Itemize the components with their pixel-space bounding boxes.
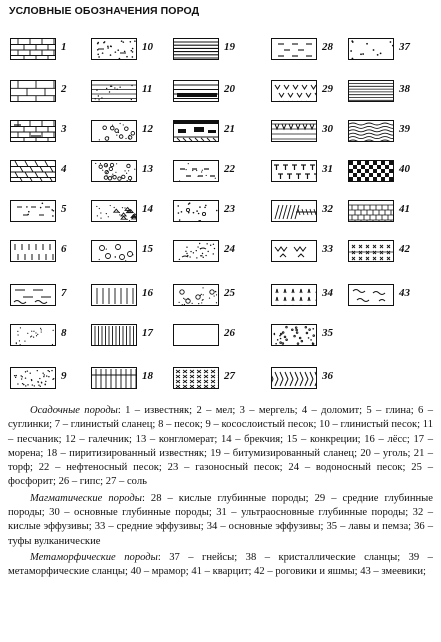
pattern-swatch <box>271 38 317 60</box>
symbol-number: 40 <box>399 163 410 175</box>
legend-title: УСЛОВНЫЕ ОБОЗНАЧЕНИЯ ПОРОД <box>9 5 200 17</box>
symbol-number: 21 <box>224 123 235 135</box>
symbol-number: 9 <box>61 370 67 382</box>
pattern-swatch <box>271 160 317 182</box>
magmatic-list: : 28 – кислые глубинные породы; 29 – средние глубинные породы; 30 – основные глубинные породы; 31 – ультраосновные глубинные породы; 32 – кислые эффузивы; 33 – средние эффузивы; 34 – основные эффузивы; 35 – лавы и пемза; 36 – туфы вулканические <box>8 492 433 547</box>
pattern-swatch <box>10 80 56 102</box>
pattern-swatch <box>348 80 394 102</box>
symbol-number: 12 <box>142 123 153 135</box>
symbol-number: 20 <box>224 83 235 95</box>
symbol-number: 25 <box>224 287 235 299</box>
symbol-number: 29 <box>322 83 333 95</box>
symbol-number: 43 <box>399 287 410 299</box>
symbol-number: 7 <box>61 287 67 299</box>
symbol-number: 31 <box>322 163 333 175</box>
symbol-number: 38 <box>399 83 410 95</box>
pattern-swatch <box>10 240 56 262</box>
pattern-swatch <box>271 200 317 222</box>
pattern-swatch <box>348 200 394 222</box>
pattern-swatch <box>91 80 137 102</box>
symbol-number: 16 <box>142 287 153 299</box>
sedimentary-list: : 1 – известняк; 2 – мел; 3 – мергель; 4 – доломит; 5 – глина; 6 – суглинки; 7 – глинистый сланец; 8 – песок; 9 – косослоистый песок; 10 – глинистый песок; 11 – песчаник; 12 – галечник; 13 – конгломерат; 14 – брекчия; 15 – конкреции; 16 – лёсс; 17 – морена; 18 – пиритизированный известняк; 19 – битумизированный сланец; 20 – уголь; 21 – торф; 22 – нефтеносный песок; 23 – газоносный песок; 24 – водоносный песок; 25 – фосфорит; 26 – гипс; 27 – соль <box>8 405 433 488</box>
symbol-number: 13 <box>142 163 153 175</box>
symbol-number: 1 <box>61 41 67 53</box>
pattern-swatch <box>348 240 394 262</box>
pattern-swatch <box>10 160 56 182</box>
symbol-number: 14 <box>142 203 153 215</box>
symbol-number: 15 <box>142 243 153 255</box>
pattern-swatch <box>173 120 219 142</box>
pattern-swatch <box>271 324 317 346</box>
symbol-number: 24 <box>224 243 235 255</box>
pattern-swatch <box>10 200 56 222</box>
legend-text <box>8 404 433 582</box>
pattern-swatch <box>348 160 394 182</box>
pattern-swatch <box>173 160 219 182</box>
pattern-swatch <box>271 80 317 102</box>
pattern-swatch <box>173 200 219 222</box>
pattern-swatch <box>10 367 56 389</box>
symbol-number: 39 <box>399 123 410 135</box>
pattern-swatch <box>271 240 317 262</box>
symbol-number: 32 <box>322 203 333 215</box>
pattern-swatch <box>91 240 137 262</box>
symbol-number: 10 <box>142 41 153 53</box>
symbol-number: 18 <box>142 370 153 382</box>
symbol-number: 8 <box>61 327 67 339</box>
pattern-swatch <box>91 120 137 142</box>
symbol-number: 22 <box>224 163 235 175</box>
pattern-swatch <box>348 38 394 60</box>
metamorphic-heading: Метаморфические породы <box>30 551 158 563</box>
symbol-number: 23 <box>224 203 235 215</box>
symbol-number: 28 <box>322 41 333 53</box>
pattern-swatch <box>348 284 394 306</box>
pattern-swatch <box>10 324 56 346</box>
symbol-number: 17 <box>142 327 153 339</box>
symbol-number: 42 <box>399 243 410 255</box>
pattern-swatch <box>173 284 219 306</box>
symbol-number: 27 <box>224 370 235 382</box>
pattern-swatch <box>271 367 317 389</box>
pattern-swatch <box>173 38 219 60</box>
pattern-swatch <box>10 284 56 306</box>
symbol-number: 19 <box>224 41 235 53</box>
magmatic-heading: Магматические породы <box>30 492 142 504</box>
sedimentary-paragraph <box>8 404 433 490</box>
pattern-swatch <box>173 240 219 262</box>
pattern-swatch <box>91 324 137 346</box>
pattern-swatch <box>91 200 137 222</box>
pattern-swatch <box>173 367 219 389</box>
symbol-number: 41 <box>399 203 410 215</box>
symbol-number: 35 <box>322 327 333 339</box>
metamorphic-paragraph <box>8 551 433 580</box>
symbol-number: 36 <box>322 370 333 382</box>
pattern-swatch <box>91 367 137 389</box>
pattern-swatch <box>348 120 394 142</box>
symbol-number: 30 <box>322 123 333 135</box>
pattern-swatch <box>10 38 56 60</box>
symbol-number: 4 <box>61 163 67 175</box>
symbol-number: 34 <box>322 287 333 299</box>
pattern-swatch <box>91 160 137 182</box>
sedimentary-heading: Осадочные породы <box>30 405 118 416</box>
metamorphic-list: : 37 – гнейсы; 38 – кристаллические сланцы; 39 – метаморфические сланцы; 40 – мрамор; 41 – кварцит; 42 – роговики и яшмы; 43 – змеевики; <box>8 551 433 578</box>
symbol-number: 3 <box>61 123 67 135</box>
pattern-swatch <box>91 38 137 60</box>
symbol-number: 37 <box>399 41 410 53</box>
pattern-swatch <box>271 120 317 142</box>
pattern-swatch <box>173 80 219 102</box>
magmatic-paragraph <box>8 492 433 549</box>
symbol-number: 6 <box>61 243 67 255</box>
symbol-number: 5 <box>61 203 67 215</box>
symbol-number: 2 <box>61 83 67 95</box>
pattern-swatch <box>91 284 137 306</box>
pattern-swatch <box>271 284 317 306</box>
pattern-swatch <box>10 120 56 142</box>
symbol-number: 11 <box>142 83 153 95</box>
symbol-number: 26 <box>224 327 235 339</box>
pattern-swatch <box>173 324 219 346</box>
symbol-number: 33 <box>322 243 333 255</box>
